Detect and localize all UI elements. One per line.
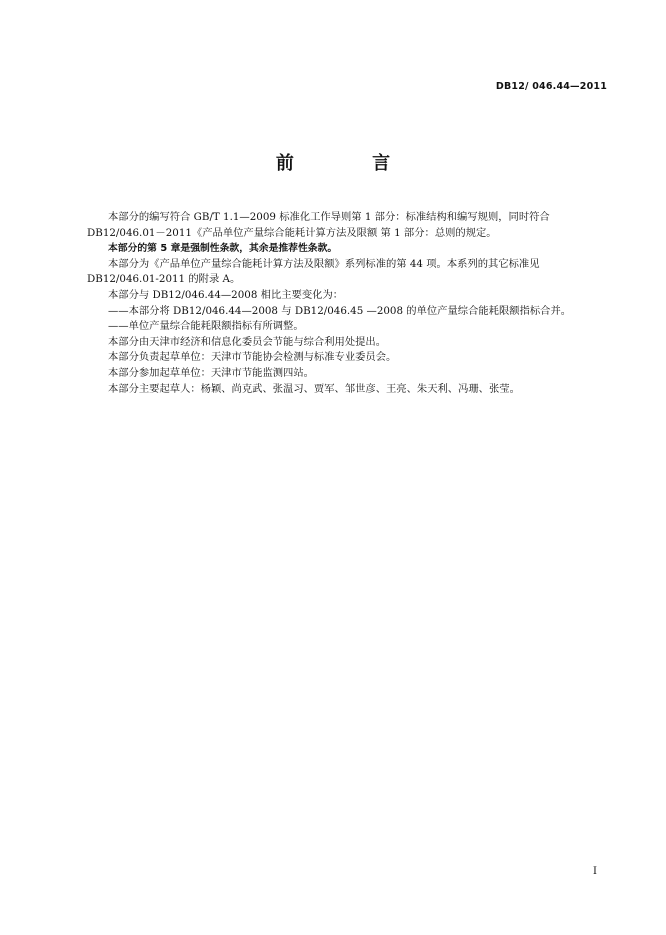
paragraph-drafters: 本部分主要起草人：杨颖、尚克武、张温习、贾军、邹世彦、王亮、朱天利、冯珊、张莹。	[108, 382, 520, 395]
paragraph-participating-unit: 本部分参加起草单位：天津市节能监测四站。	[108, 366, 314, 379]
paragraph-mandatory-clause: 本部分的第 5 章是强制性条款，其余是推荐性条款。	[108, 243, 338, 255]
paragraph-line: DB12/046.01－2011《产品单位产量综合能耗计算方法及限额 第 1 部分：总则的规定。	[87, 226, 497, 239]
paragraph-change-item: ——单位产量综合能耗限额指标有所调整。	[108, 320, 304, 333]
foreword-body	[87, 210, 611, 397]
document-id: DB12/ 046.44—2011	[495, 81, 607, 92]
paragraph-line: 本部分为《产品单位产量综合能耗计算方法及限额》系列标准的第 44 项。本系列的其它标准见	[108, 257, 540, 270]
section-title: 前 言	[275, 153, 427, 174]
paragraph-line: DB12/046.01-2011 的附录 A。	[87, 273, 241, 286]
paragraph-changes-intro: 本部分与 DB12/046.44—2008 相比主要变化为：	[108, 288, 344, 301]
paragraph-line: 本部分的编写符合 GB/T 1.1—2009 标准化工作导则第 1 部分：标准结构和编写规则，同时符合	[108, 211, 550, 223]
paragraph-drafting-unit: 本部分负责起草单位：天津市节能协会检测与标准专业委员会。	[108, 351, 397, 364]
paragraph-compliance	[87, 210, 611, 226]
paragraph-series-cont	[87, 272, 611, 288]
page-number: I	[593, 866, 597, 877]
paragraph-compliance-cont	[87, 226, 611, 242]
paragraph-proposer: 本部分由天津市经济和信息化委员会节能与综合利用处提出。	[108, 335, 387, 348]
paragraph-series	[87, 257, 611, 273]
paragraph-change-item: ——本部分将 DB12/046.44—2008 与 DB12/046.45 —2008 的单位产量综合能耗限额指标合并。	[108, 304, 572, 317]
